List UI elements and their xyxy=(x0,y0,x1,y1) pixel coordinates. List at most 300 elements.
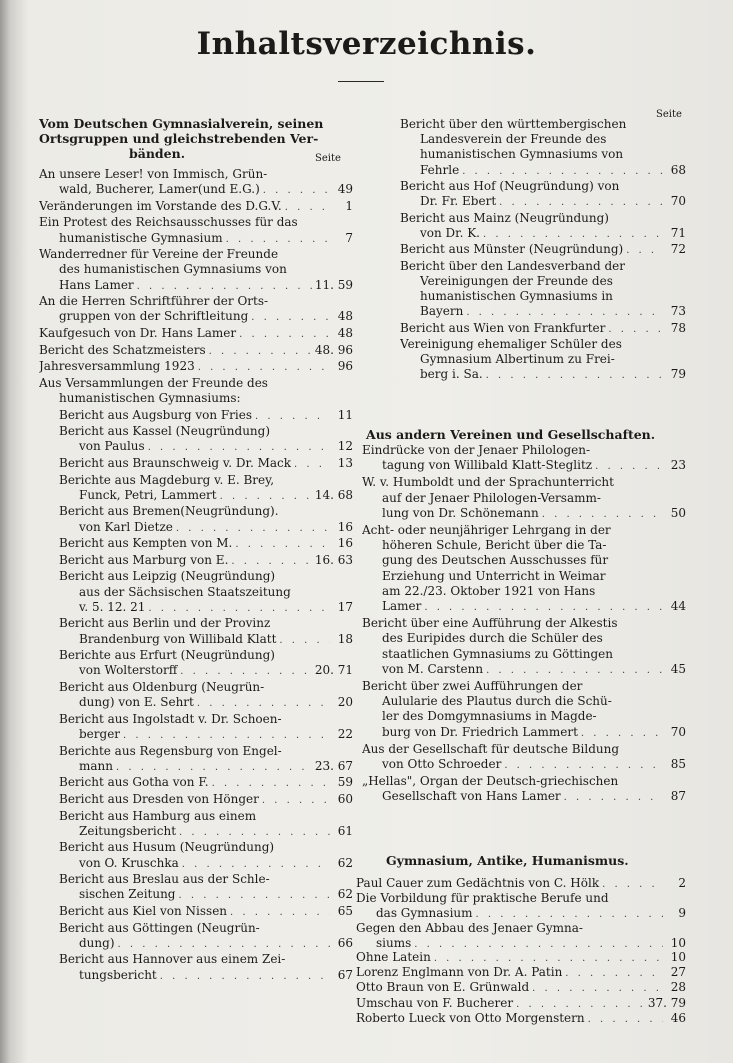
seite-label-right: Seite xyxy=(656,109,682,120)
dot-leader xyxy=(595,459,663,474)
toc-entry xyxy=(39,952,353,983)
dot-leader xyxy=(209,344,312,359)
page-number: 70 xyxy=(670,194,686,209)
toc-entry-text: von Wolterstorff xyxy=(79,663,178,678)
dot-leader xyxy=(434,951,663,966)
toc-entry xyxy=(39,456,353,472)
toc-entry-line xyxy=(362,599,686,615)
page-number: 62 xyxy=(337,855,353,870)
toc-entry-line: Ein Protest des Reichsausschusses für das xyxy=(39,215,298,230)
toc-entry-line: gung des Deutschen Ausschusses für xyxy=(382,553,609,568)
toc-entry-line: Gymnasium Albertinum zu Frei- xyxy=(420,352,615,367)
dot-leader xyxy=(486,663,663,678)
dot-leader xyxy=(499,195,663,210)
toc-entry xyxy=(362,443,686,474)
dot-leader xyxy=(424,600,663,615)
page-number: 48 xyxy=(337,309,353,324)
dot-leader xyxy=(148,440,330,455)
toc-entry-line: Wanderredner für Vereine der Freunde xyxy=(39,247,279,262)
toc-entry-text: Roberto Lueck von Otto Morgenstern xyxy=(356,1010,585,1025)
page-number: 20. 71 xyxy=(314,663,353,678)
toc-entry-line xyxy=(356,996,686,1012)
dot-leader xyxy=(532,981,663,996)
toc-entry-line: Bericht aus Oldenburg (Neugrün- xyxy=(59,680,265,694)
page-number: 65 xyxy=(337,904,353,918)
toc-entry-text: Kaufgesuch von Dr. Hans Lamer xyxy=(39,326,237,340)
toc-entry-text: Veränderungen im Vorstande des D.G.V. xyxy=(39,198,282,213)
page-number: 10 xyxy=(670,950,686,964)
dot-leader xyxy=(483,227,663,242)
toc-entry-text: gruppen von der Schriftleitung xyxy=(59,309,249,324)
toc-entry-line xyxy=(39,792,353,808)
title-rule xyxy=(338,81,384,82)
page-number: 13 xyxy=(337,456,353,470)
page-number: 9 xyxy=(678,906,686,921)
toc-entry-line: ler des Domgymnasiums in Magde- xyxy=(382,709,597,724)
toc-entry-line: Acht- oder neunjähriger Lehrgang in der xyxy=(362,523,611,537)
toc-entry-line xyxy=(362,789,686,805)
page-number: 87 xyxy=(670,789,686,804)
toc-entry-line xyxy=(39,359,353,375)
toc-entry-line xyxy=(400,226,686,242)
toc-entry-line xyxy=(400,367,686,383)
toc-entry-line: Bericht aus Bremen(Neugründung). xyxy=(59,504,279,519)
toc-entry-line xyxy=(39,632,353,648)
toc-entry-line: Gegen den Abbau des Jenaer Gymna- xyxy=(356,920,583,935)
toc-entry-text: Bericht aus Dresden von Hönger xyxy=(59,792,259,806)
toc-entry-text: dung) xyxy=(79,935,115,950)
toc-entry-line: Aus Versammlungen der Freunde des xyxy=(39,375,268,390)
page-number: 23 xyxy=(670,458,686,473)
toc-entry xyxy=(356,950,686,966)
toc-entry-text: Bericht aus Kiel von Nissen xyxy=(59,904,228,918)
page-number: 61 xyxy=(337,823,353,838)
page-number: 85 xyxy=(670,757,686,771)
toc-entry-line: Berichte aus Erfurt (Neugründung) xyxy=(59,648,275,663)
section-heading-line: bänden. xyxy=(129,146,186,161)
toc-entry-line: Vereinigung ehemaliger Schüler des xyxy=(400,337,622,351)
page-number: 12 xyxy=(337,439,353,454)
dot-leader xyxy=(235,537,330,552)
toc-entry-line xyxy=(39,775,353,791)
page-number: 18 xyxy=(337,631,353,646)
toc-entry-text: Zeitungsbericht xyxy=(79,823,177,838)
toc-entry-text: Jahresversammlung 1923 xyxy=(39,359,195,374)
toc-entry-text: Bericht aus Braunschweig v. Dr. Mack xyxy=(59,456,292,470)
dot-leader xyxy=(466,305,663,320)
toc-entry-text: Bericht aus Kempten von M. xyxy=(59,536,233,551)
toc-entry-line xyxy=(39,309,353,325)
toc-entry-line xyxy=(39,600,353,616)
toc-entry-line xyxy=(39,936,353,952)
toc-entry-text: Bericht des Schatzmeisters xyxy=(39,342,206,357)
toc-entry-text: von M. Carstenn xyxy=(382,661,484,676)
section-heading-line: Vom Deutschen Gymnasialverein, seinen xyxy=(39,116,324,131)
toc-entry-text: von Paulus xyxy=(79,439,145,454)
toc-entry-line: Landesverein der Freunde des xyxy=(420,132,607,147)
toc-entry-line xyxy=(39,536,353,552)
toc-entry-text: Brandenburg von Willibald Klatt xyxy=(79,631,277,646)
section-heading-gymnasium-antike: Gymnasium, Antike, Humanismus. xyxy=(386,853,629,868)
page-number: 96 xyxy=(337,359,353,374)
toc-entry-line xyxy=(39,343,353,359)
toc-entry xyxy=(39,215,353,246)
dot-leader xyxy=(230,905,330,920)
toc-entry-line: humanistischen Gymnasiums in xyxy=(420,289,613,303)
toc-entry-text: berg i. Sa. xyxy=(420,367,483,382)
toc-entry-line: Bericht aus Husum (Neugründung) xyxy=(59,840,275,855)
page-number: 7 xyxy=(345,230,353,245)
toc-entry-text: Lamer xyxy=(382,599,422,614)
toc-entry-line: Bericht aus Göttingen (Neugrün- xyxy=(59,920,260,935)
dot-leader xyxy=(160,969,330,984)
toc-entry-line: humanistischen Gymnasiums: xyxy=(59,391,241,405)
seite-label-left: Seite xyxy=(315,153,341,164)
page-number: 48 xyxy=(337,326,353,340)
toc-entry-line xyxy=(356,876,686,892)
toc-entry xyxy=(39,553,353,569)
toc-entry-line xyxy=(362,757,686,773)
toc-entry xyxy=(400,117,686,179)
toc-entry xyxy=(356,1011,686,1027)
page-number: 27 xyxy=(670,965,686,980)
toc-entry xyxy=(400,321,686,337)
toc-entry xyxy=(39,775,353,791)
toc-entry xyxy=(39,294,353,325)
toc-entry xyxy=(39,904,353,920)
page-number: 16 xyxy=(337,519,353,534)
page-number: 67 xyxy=(337,967,353,982)
toc-entry-line: Bericht aus Ingolstadt v. Dr. Schoen- xyxy=(59,711,282,726)
toc-entry-text: Dr. Fr. Ebert xyxy=(420,194,497,209)
page-number: 17 xyxy=(337,599,353,614)
toc-entry-text: berger xyxy=(79,727,121,741)
toc-entry-line xyxy=(362,458,686,474)
toc-entry-line xyxy=(400,304,686,320)
toc-entry-line: des Euripides durch die Schüler des xyxy=(382,631,603,646)
toc-entry xyxy=(39,536,353,552)
toc-entry-line xyxy=(39,824,353,840)
toc-entry-line: staatlichen Gymnasiums zu Göttingen xyxy=(382,646,613,661)
toc-entry-text: von Karl Dietze xyxy=(79,519,173,534)
toc-entry-text: Hans Lamer xyxy=(59,277,134,292)
page-number: 73 xyxy=(670,304,686,319)
toc-entry xyxy=(39,424,353,455)
toc-entry-text: tungsbericht xyxy=(79,967,157,982)
page-number: 68 xyxy=(670,162,686,177)
toc-entry-line: Aulularie des Plautus durch die Schü- xyxy=(382,694,612,709)
dot-leader xyxy=(251,310,330,325)
toc-entry-line xyxy=(356,950,686,966)
dot-leader xyxy=(116,760,312,775)
toc-entry xyxy=(400,179,686,210)
page-number: 14. 68 xyxy=(314,487,353,502)
dot-leader xyxy=(239,327,330,342)
toc-entry-line: Vereinigungen der Freunde des xyxy=(420,273,613,288)
page-number: 60 xyxy=(337,792,353,806)
toc-entry-line xyxy=(39,856,353,872)
dot-leader xyxy=(608,322,663,337)
dot-leader xyxy=(212,776,330,791)
toc-entry xyxy=(39,408,353,424)
toc-entry xyxy=(356,921,686,952)
toc-entry-text: tagung von Willibald Klatt-Steglitz xyxy=(382,458,593,473)
toc-entry-line: Bericht aus Leipzig (Neugründung) xyxy=(59,569,276,584)
toc-entry-text: dung) von E. Sehrt xyxy=(79,695,194,710)
toc-entry-text: das Gymnasium xyxy=(376,906,473,921)
toc-entry-line: An die Herren Schriftführer der Orts- xyxy=(39,294,269,309)
toc-entry-text: sischen Zeitung xyxy=(79,887,176,902)
toc-entry-line: Erziehung und Unterricht in Weimar xyxy=(382,568,606,583)
toc-entry-line: Bericht aus Berlin und der Provinz xyxy=(59,616,271,631)
dot-leader xyxy=(176,521,330,536)
toc-entry xyxy=(362,523,686,615)
page-number: 66 xyxy=(337,935,353,950)
toc-entry-text: Ohne Latein xyxy=(356,950,431,964)
toc-entry-text: Lorenz Englmann von Dr. A. Patin xyxy=(356,965,563,980)
dot-leader xyxy=(262,793,330,808)
toc-entry-text: von O. Kruschka xyxy=(79,855,179,870)
toc-entry xyxy=(400,337,686,384)
dot-leader xyxy=(180,664,312,679)
toc-entry-line xyxy=(39,553,353,569)
dot-leader xyxy=(486,368,663,383)
toc-entry-line: auf der Jenaer Philologen-Versamm- xyxy=(382,490,601,505)
page-number: 2 xyxy=(678,876,686,890)
toc-entry xyxy=(362,616,686,678)
toc-entry xyxy=(39,744,353,775)
toc-entry xyxy=(356,996,686,1012)
toc-entry-line xyxy=(39,488,353,504)
toc-entry-text: Otto Braun von E. Grünwald xyxy=(356,980,530,995)
page-number: 45 xyxy=(670,661,686,676)
toc-entry-line xyxy=(39,199,353,215)
dot-leader xyxy=(118,937,330,952)
toc-entry-line: Bericht aus Mainz (Neugründung) xyxy=(400,210,609,225)
toc-entry-line xyxy=(362,662,686,678)
toc-entry-line xyxy=(39,278,353,294)
toc-entry-line: Bericht aus Hannover aus einem Zei- xyxy=(59,952,286,967)
toc-entry-line: Eindrücke von der Jenaer Philologen- xyxy=(362,443,591,457)
toc-entry xyxy=(356,980,686,996)
toc-entry-line: Berichte aus Magdeburg v. E. Brey, xyxy=(59,472,275,487)
section-heading-line: Ortsgruppen und gleichstrebenden Ver- xyxy=(39,131,319,146)
dot-leader xyxy=(220,489,312,504)
toc-entry-text: Bericht aus Münster (Neugründung) xyxy=(400,242,624,257)
page-number: 37. 79 xyxy=(647,995,686,1010)
dot-leader xyxy=(602,877,663,892)
toc-entry xyxy=(39,473,353,504)
toc-entry xyxy=(356,876,686,892)
dot-leader xyxy=(263,183,330,198)
dot-leader xyxy=(179,825,330,840)
toc-entry-line: Die Vorbildung für praktische Berufe und xyxy=(356,891,609,906)
toc-entry-line xyxy=(39,904,353,920)
page-number: 79 xyxy=(670,367,686,382)
dot-leader xyxy=(565,966,663,981)
toc-entry xyxy=(39,167,353,198)
toc-entry xyxy=(39,712,353,743)
page-number: 70 xyxy=(670,724,686,739)
toc-entry xyxy=(400,259,686,321)
dot-leader xyxy=(148,601,330,616)
page-number: 49 xyxy=(337,182,353,197)
toc-entry xyxy=(362,475,686,522)
toc-entry xyxy=(356,965,686,981)
page-number: 11. 59 xyxy=(314,277,353,292)
toc-entry xyxy=(362,774,686,805)
toc-entry-text: Bericht aus Wien von Frankfurter xyxy=(400,320,606,335)
toc-entry-line xyxy=(39,663,353,679)
toc-entry xyxy=(39,840,353,871)
dot-leader xyxy=(198,360,330,375)
toc-entry-text: humanistische Gymnasium xyxy=(59,230,223,245)
toc-entry-line xyxy=(400,194,686,210)
toc-entry-text: Umschau von F. Bucherer xyxy=(356,995,514,1010)
toc-entry-line: am 22./23. Oktober 1921 von Hans xyxy=(382,583,596,598)
toc-entry xyxy=(400,242,686,258)
toc-entry xyxy=(362,679,686,741)
dot-leader xyxy=(255,409,330,424)
toc-entry-line: „Hellas", Organ der Deutsch-griechischen xyxy=(362,774,619,789)
toc-entry xyxy=(400,211,686,242)
dot-leader xyxy=(179,888,331,903)
toc-entry-line xyxy=(39,182,353,198)
toc-entry-line xyxy=(39,520,353,536)
dot-leader xyxy=(542,507,663,522)
toc-entry-line: aus der Sächsischen Staatszeitung xyxy=(79,584,291,599)
toc-entry-line xyxy=(400,242,686,258)
toc-entry xyxy=(39,809,353,840)
toc-entry-line xyxy=(39,695,353,711)
toc-entry xyxy=(39,792,353,808)
toc-entry-line: Bericht über zwei Aufführungen der xyxy=(362,679,583,693)
toc-entry-line xyxy=(400,163,686,179)
dot-leader xyxy=(294,457,330,472)
toc-entry-line xyxy=(39,759,353,775)
toc-entry-line xyxy=(356,980,686,996)
toc-entry-line xyxy=(39,727,353,743)
toc-entry xyxy=(39,616,353,647)
toc-entry xyxy=(39,359,353,375)
toc-entry-line xyxy=(39,439,353,455)
toc-entry xyxy=(39,872,353,903)
dot-leader xyxy=(504,758,663,773)
toc-entry-text: Bericht aus Gotha von F. xyxy=(59,775,209,790)
dot-leader xyxy=(226,232,330,247)
toc-entry-text: burg von Dr. Friedrich Lammert xyxy=(382,724,578,739)
toc-entry-line: Bericht aus Kassel (Neugründung) xyxy=(59,424,271,439)
page-number: 48. 96 xyxy=(314,342,353,357)
dot-leader xyxy=(581,726,663,741)
toc-entry-line xyxy=(356,1011,686,1027)
toc-entry xyxy=(39,376,353,406)
page-title: Inhaltsverzeichnis. xyxy=(196,26,537,62)
dot-leader xyxy=(285,200,330,215)
page-number: 11 xyxy=(337,407,353,422)
dot-leader xyxy=(516,997,645,1012)
toc-entry-text: Bericht aus Marburg von E. xyxy=(59,552,229,567)
page-number: 10 xyxy=(670,935,686,950)
toc-entry-text: Bericht aus Augsburg von Fries xyxy=(59,407,253,422)
toc-entry-line xyxy=(356,965,686,981)
toc-entry-text: v. 5. 12. 21 xyxy=(79,599,146,614)
toc-entry xyxy=(39,247,353,294)
page-number: 28 xyxy=(670,980,686,995)
page-number: 16. 63 xyxy=(314,552,353,567)
toc-entry-line: An unsere Leser! von Immisch, Grün- xyxy=(39,167,268,181)
toc-entry-line: Bericht über den Landesverband der xyxy=(400,258,625,273)
dot-leader xyxy=(137,279,312,294)
dot-leader xyxy=(564,790,663,805)
dot-leader xyxy=(588,1012,663,1027)
toc-entry-text: wald, Bucherer, Lamer(und E.G.) xyxy=(59,182,260,197)
toc-entry-text: Fehrle xyxy=(420,162,460,177)
dot-leader xyxy=(197,696,330,711)
toc-entry-text: Funck, Petri, Lammert xyxy=(79,487,217,502)
toc-entry xyxy=(39,569,353,616)
toc-entry xyxy=(39,680,353,711)
toc-entry xyxy=(39,199,353,215)
page-number: 44 xyxy=(670,599,686,614)
page-number: 22 xyxy=(337,727,353,741)
toc-entry-text: Paul Cauer zum Gedächtnis von C. Hölk xyxy=(356,876,600,890)
page-number: 23. 67 xyxy=(314,758,353,773)
page-number: 59 xyxy=(337,775,353,790)
toc-entry-line: Aus der Gesellschaft für deutsche Bildung xyxy=(362,741,620,756)
toc-entry-line: des humanistischen Gymnasiums von xyxy=(59,262,287,277)
toc-entry-line: höheren Schule, Bericht über die Ta- xyxy=(382,538,607,553)
toc-entry-line: Bericht aus Breslau aus der Schle- xyxy=(59,872,270,887)
toc-entry-line xyxy=(362,506,686,522)
page-number: 50 xyxy=(670,505,686,520)
toc-entry-line: Bericht über eine Aufführung der Alkestis xyxy=(362,616,618,631)
dot-leader xyxy=(462,164,663,179)
toc-entry-line xyxy=(400,321,686,337)
page-number: 16 xyxy=(337,536,353,551)
dot-leader xyxy=(182,857,330,872)
toc-entry-text: siums xyxy=(376,935,412,950)
toc-entry xyxy=(39,326,353,342)
dot-leader xyxy=(123,728,330,743)
page-number: 1 xyxy=(345,198,353,213)
toc-entry-line xyxy=(39,456,353,472)
toc-entry xyxy=(362,742,686,773)
section-heading-vereine xyxy=(39,116,341,161)
dot-leader xyxy=(626,243,663,258)
page-number: 72 xyxy=(670,242,686,257)
toc-entry xyxy=(39,504,353,535)
toc-entry-text: mann xyxy=(79,758,113,773)
page-number: 71 xyxy=(670,225,686,240)
toc-entry xyxy=(39,648,353,679)
page-number: 78 xyxy=(670,320,686,335)
page-number: 20 xyxy=(337,695,353,710)
toc-entry-text: Gesellschaft von Hans Lamer xyxy=(382,789,561,804)
toc-entry-line xyxy=(39,408,353,424)
toc-entry-text: Bayern xyxy=(420,304,464,319)
toc-entry xyxy=(356,891,686,922)
toc-entry-text: von Dr. K. xyxy=(420,225,480,240)
toc-entry-text: lung von Dr. Schönemann xyxy=(382,505,539,520)
section-heading-andern-vereine: Aus andern Vereinen und Gesellschaften. xyxy=(366,427,656,442)
dot-leader xyxy=(231,554,311,569)
page-number: 62 xyxy=(337,887,353,902)
toc-entry xyxy=(39,921,353,952)
dot-leader xyxy=(279,633,330,648)
toc-entry-line xyxy=(39,887,353,903)
toc-entry-text: von Otto Schroeder xyxy=(382,757,502,771)
